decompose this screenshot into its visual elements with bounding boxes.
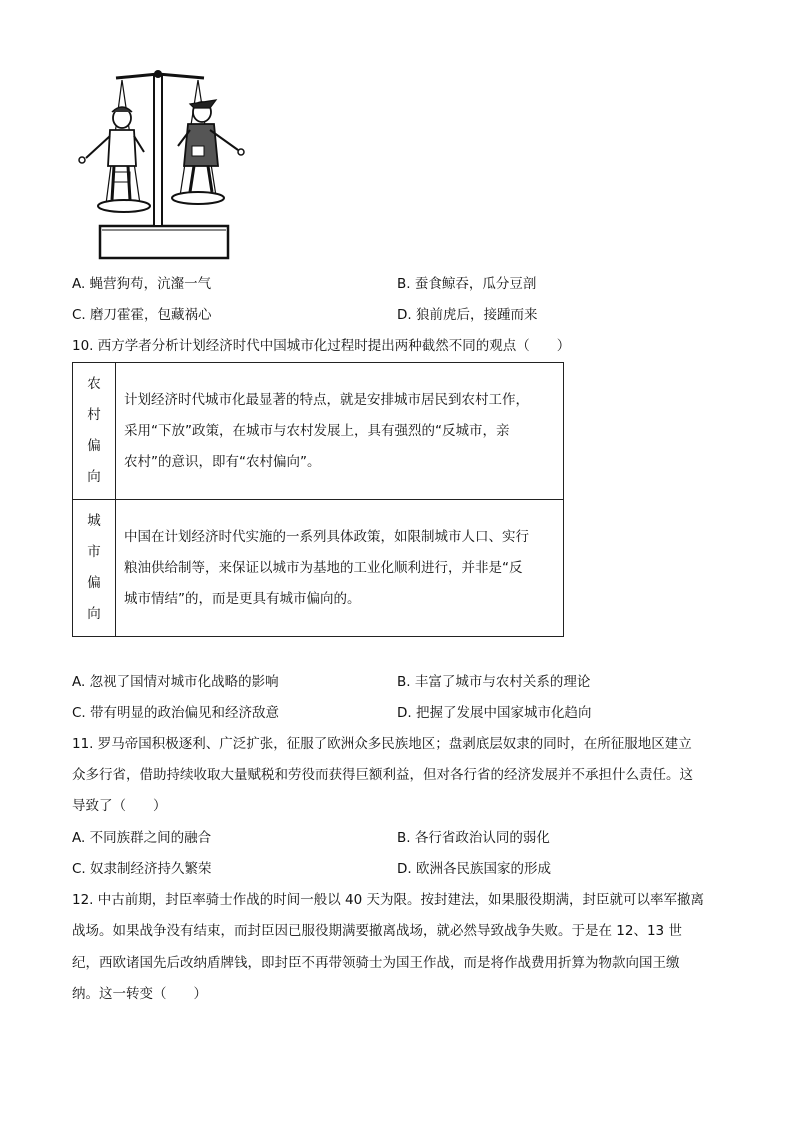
q10-option-b: B. 丰富了城市与农村关系的理论 <box>397 674 591 690</box>
row-heading-rural-bias: 农 村 偏 向 <box>73 363 116 500</box>
table-row <box>73 500 564 637</box>
q10-option-d: D. 把握了发展中国家城市化趋向 <box>397 705 592 721</box>
q11-stem-line-1: 11. 罗马帝国积极逐利、广泛扩张，征服了欧洲众多民族地区；盘剥底层奴隶的同时，在所征服地区建立 <box>72 736 692 752</box>
q12-stem-line-1: 12. 中古前期，封臣率骑士作战的时间一般以 40 天为限。按封建法，如果服役期满，封臣就可以率军撤离 <box>72 892 705 908</box>
q12-stem-line-4: 纳。这一转变（ ） <box>72 986 207 1002</box>
q12-stem-line-3: 纪，西欧诸国先后改纳盾牌钱，即封臣不再带领骑士为国王作战，而是将作战费用折算为物款向国王缴 <box>72 955 680 971</box>
row-text-urban-bias: 中国在计划经济时代实施的一系列具体政策，如限制城市人口、实行 粮油供给制等，来保证以城市为基地的工业化顺利进行，并非是“反 城市情结”的，而是更具有城市偏向的。 <box>116 500 564 637</box>
q11-option-a: A. 不同族群之间的融合 <box>72 830 212 846</box>
q9-option-b: B. 蚕食鲸吞，瓜分豆剖 <box>397 276 537 292</box>
q11-option-c: C. 奴隶制经济持久繁荣 <box>72 861 212 877</box>
q10-option-a: A. 忽视了国情对城市化战略的影响 <box>72 674 279 690</box>
q11-stem-line-3: 导致了（ ） <box>72 798 167 814</box>
q10-views-table <box>72 362 564 637</box>
q9-option-c: C. 磨刀霍霍，包藏祸心 <box>72 307 212 323</box>
q10-stem: 10. 西方学者分析计划经济时代中国城市化过程时提出两种截然不同的观点（ ） <box>72 338 571 354</box>
q9-option-d: D. 狼前虎后，接踵而来 <box>397 307 538 323</box>
q12-stem-line-2: 战场。如果战争没有结束，而封臣因已服役期满要撤离战场，就必然导致战争失败。于是在 12、13 世 <box>72 923 682 939</box>
table-row <box>73 363 564 500</box>
q11-option-d: D. 欧洲各民族国家的形成 <box>397 861 551 877</box>
q9-option-a: A. 蝇营狗苟，沆瀣一气 <box>72 276 212 292</box>
balance-scale-cartoon <box>70 66 250 262</box>
q11-option-b: B. 各行省政治认同的弱化 <box>397 830 550 846</box>
row-heading-urban-bias: 城 市 偏 向 <box>73 500 116 637</box>
q10-option-c: C. 带有明显的政治偏见和经济敌意 <box>72 705 280 721</box>
q11-stem-line-2: 众多行省，借助持续收取大量赋税和劳役而获得巨额利益，但对各行省的经济发展并不承担什么责任。这 <box>72 767 693 783</box>
row-text-rural-bias: 计划经济时代城市化最显著的特点，就是安排城市居民到农村工作， 采用“下放”政策，在城市与农村发展上，具有强烈的“反城市，亲 农村”的意识，即有“农村偏向”。 <box>116 363 564 500</box>
